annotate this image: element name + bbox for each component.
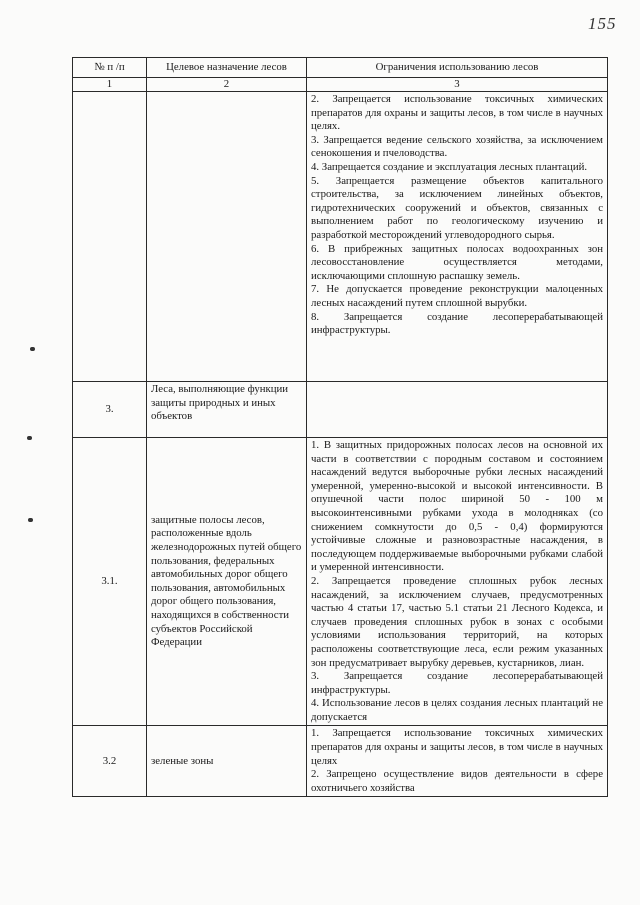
restriction-item: 4. Использование лесов в целях создания лесных плантаций не допускается xyxy=(311,697,603,723)
margin-mark xyxy=(30,347,35,351)
restriction-item: 3. Запрещается создание лесоперерабатывающей инфраструктуры. xyxy=(311,670,603,696)
row-restrictions xyxy=(307,92,608,382)
header-purpose: Целевое назначение лесов xyxy=(147,58,307,78)
header-restrictions: Ограничения использованию лесов xyxy=(307,58,608,78)
row-restrictions xyxy=(307,382,608,438)
forest-restrictions-table xyxy=(72,57,608,797)
table-row xyxy=(73,382,608,438)
restriction-item: 2. Запрещается проведение сплошных рубок лесных насаждений, за исключением случаев, предусмотренных частью 4 статьи 17, частью 5.1 статьи 21 Лесного Кодекса, и случаев проведения сплошных рубок в зонах с особыми условиями использования территорий, на которых расположены соответствующие леса, если режим указанных зон предусматривает вырубку деревьев, кустарников, лиан. xyxy=(311,574,603,669)
page-number: 155 xyxy=(588,14,617,33)
restriction-item: 1. В защитных придорожных полосах лесов на основной их части в соответствии с породным составом и состоянием насаждений ведутся выборочные рубки лесных насаждений умеренной, умеренно-высокой и высокой интенсивности. В опушечной части полос шириной 50 - 100 м высокоинтенсивными рубками ухода в молодняках (со снижением сомкнутости до 0,5 - 0,4) формируются устойчивые сложные и разновозрастные насаждения, в последующем поддерживаемые выборочными рубками слабой и умеренной интенсивности. xyxy=(311,439,603,574)
table-header-row xyxy=(73,58,608,78)
restriction-item: 8. Запрещается создание лесоперерабатывающей инфраструктуры. xyxy=(311,310,603,337)
table-row xyxy=(73,92,608,382)
row-restrictions xyxy=(307,726,608,797)
restriction-item: 1. Запрещается использование токсичных химических препаратов для охраны и защиты лесов, в том числе в научных целях xyxy=(311,727,603,767)
column-number: 1 xyxy=(73,78,147,92)
table-row xyxy=(73,438,608,726)
table-row xyxy=(73,726,608,797)
restriction-item: 7. Не допускается проведение реконструкции малоценных лесных насаждений путем сплошной вырубки. xyxy=(311,283,603,309)
restriction-item: 2. Запрещается использование токсичных химических препаратов для охраны и защиты лесов, в том числе в научных целях. xyxy=(311,93,603,133)
margin-mark xyxy=(27,436,32,440)
restriction-item: 4. Запрещается создание и эксплуатация лесных плантаций. xyxy=(311,160,588,173)
restriction-item: 2. Запрещено осуществление видов деятельности в сфере охотничьего хозяйства xyxy=(311,768,603,794)
row-purpose: Леса, выполняющие функции защиты природных и иных объектов xyxy=(147,382,307,438)
row-restrictions xyxy=(307,438,608,726)
row-number xyxy=(73,92,147,382)
column-number-row xyxy=(73,78,608,92)
restriction-item: 5. Запрещается размещение объектов капитального строительства, за исключением линейных объектов, гидротехнических сооружений и объектов, связанных с выполнением работ по геологическому изучению и разработкой месторождений углеводородного сырья. xyxy=(311,174,603,241)
restriction-item: 6. В прибрежных защитных полосах водоохранных зон лесовосстановление осуществляется методами, исключающими сплошную распашку земель. xyxy=(311,242,603,282)
row-number: 3.1. xyxy=(73,438,147,726)
header-number: № п /п xyxy=(73,58,147,78)
column-number: 2 xyxy=(147,78,307,92)
margin-mark xyxy=(28,518,33,522)
row-number: 3. xyxy=(73,382,147,438)
restriction-item: 3. Запрещается ведение сельского хозяйства, за исключением сенокошения и пчеловодства. xyxy=(311,133,603,160)
row-purpose: защитные полосы лесов, расположенные вдоль железнодорожных путей общего пользования, федеральных автомобильных дорог общего пользования, автомобильных дорог общего пользования, находящихся в собственности субъектов Российской Федерации xyxy=(147,438,307,726)
row-purpose xyxy=(147,92,307,382)
row-purpose: зеленые зоны xyxy=(147,726,307,797)
row-number: 3.2 xyxy=(73,726,147,797)
column-number: 3 xyxy=(307,78,608,92)
